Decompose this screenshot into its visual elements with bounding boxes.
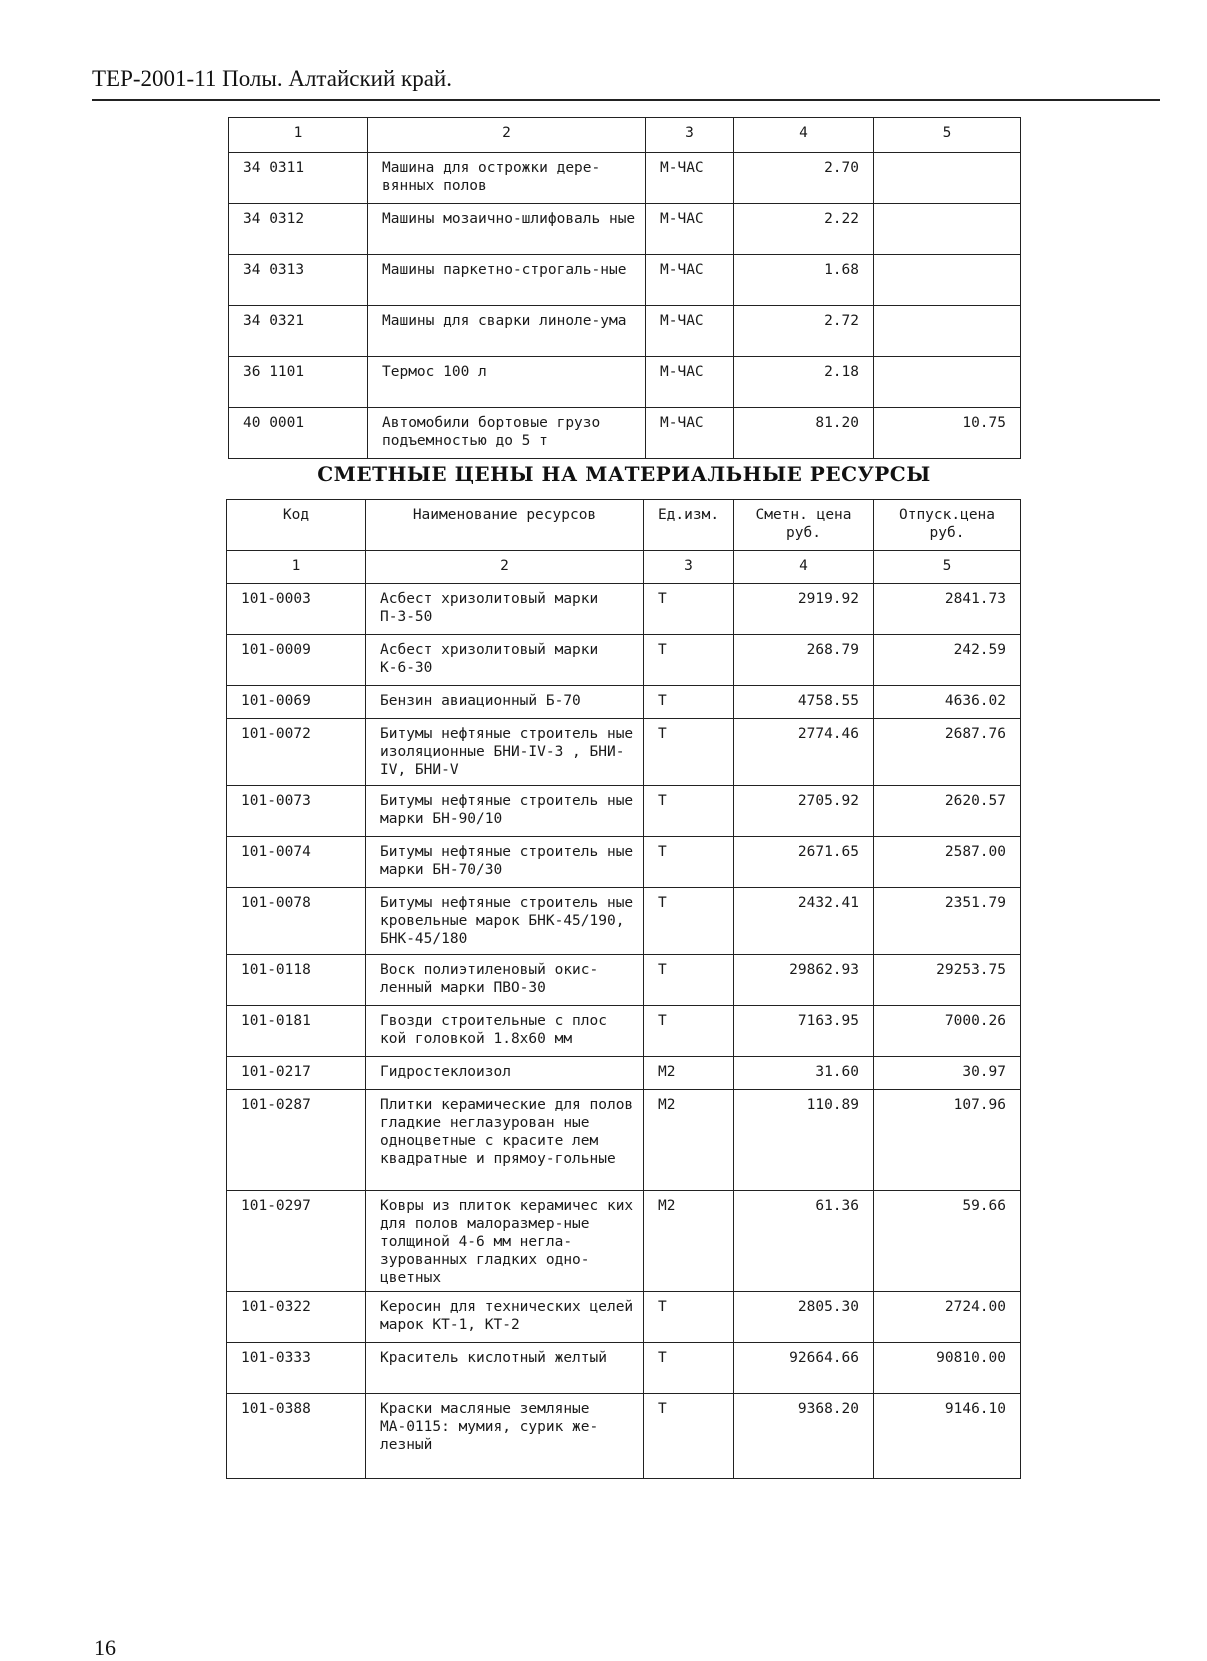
machine-price: 2.70 [734,153,874,204]
material-unit: Т [644,888,734,955]
column-number: 2 [368,118,646,153]
table-row [227,1057,1021,1090]
material-release-price: 2351.79 [874,888,1021,955]
machine-name: Автомобили бортовые грузо подъемностью до 5 т [368,408,646,459]
material-code: 101-0388 [227,1394,366,1479]
material-code: 101-0003 [227,584,366,635]
material-release-price: 2587.00 [874,837,1021,888]
machine-wage [874,204,1021,255]
table-row [227,635,1021,686]
machine-code: 34 0311 [229,153,368,204]
material-estimate-price: 2671.65 [734,837,874,888]
machine-code: 34 0321 [229,306,368,357]
material-name: Керосин для технических целей марок КТ-1, КТ-2 [366,1292,644,1343]
material-release-price: 2687.76 [874,719,1021,786]
material-unit: М2 [644,1057,734,1090]
material-code: 101-0181 [227,1006,366,1057]
material-release-price: 7000.26 [874,1006,1021,1057]
material-estimate-price: 2919.92 [734,584,874,635]
material-release-price: 107.96 [874,1090,1021,1191]
header-row [227,500,1021,551]
material-unit: М2 [644,1191,734,1292]
machine-unit: М-ЧАС [646,408,734,459]
column-number: 4 [734,551,874,584]
machines-table [228,117,1021,459]
materials-section-title: СМЕТНЫЕ ЦЕНЫ НА МАТЕРИАЛЬНЫЕ РЕСУРСЫ [317,462,931,486]
column-number: 1 [227,551,366,584]
material-name: Битумы нефтяные строитель ные изоляционные БНИ-IV-3 , БНИ-IV, БНИ-V [366,719,644,786]
machine-price: 2.72 [734,306,874,357]
machine-unit: М-ЧАС [646,153,734,204]
machine-name: Машины для сварки линоле-ума [368,306,646,357]
material-release-price: 90810.00 [874,1343,1021,1394]
column-number-row [229,118,1021,153]
material-estimate-price: 9368.20 [734,1394,874,1479]
material-name: Краски масляные земляные МА-0115: мумия, сурик же-лезный [366,1394,644,1479]
machine-wage [874,357,1021,408]
material-unit: М2 [644,1090,734,1191]
material-code: 101-0074 [227,837,366,888]
column-number-row [227,551,1021,584]
material-code: 101-0217 [227,1057,366,1090]
table-row [227,686,1021,719]
material-name: Краситель кислотный желтый [366,1343,644,1394]
material-code: 101-0118 [227,955,366,1006]
machine-code: 34 0312 [229,204,368,255]
material-release-price: 9146.10 [874,1394,1021,1479]
material-code: 101-0009 [227,635,366,686]
table-row [227,1343,1021,1394]
material-name: Гидростеклоизол [366,1057,644,1090]
column-header: Отпуск.цена руб. [874,500,1021,551]
material-name: Асбест хризолитовый марки П-3-50 [366,584,644,635]
material-estimate-price: 92664.66 [734,1343,874,1394]
material-estimate-price: 29862.93 [734,955,874,1006]
material-estimate-price: 2774.46 [734,719,874,786]
machines-table-body [229,118,1021,459]
material-name: Плитки керамические для полов гладкие неглазурован ные одноцветные с красите лем квадратные и прямоу-гольные [366,1090,644,1191]
table-row [229,306,1021,357]
table-row [227,1006,1021,1057]
material-code: 101-0297 [227,1191,366,1292]
machine-unit: М-ЧАС [646,255,734,306]
material-release-price: 2841.73 [874,584,1021,635]
material-code: 101-0069 [227,686,366,719]
machine-unit: М-ЧАС [646,204,734,255]
column-number: 3 [644,551,734,584]
material-estimate-price: 31.60 [734,1057,874,1090]
material-unit: Т [644,955,734,1006]
machine-wage: 10.75 [874,408,1021,459]
column-header: Ед.изм. [644,500,734,551]
material-name: Битумы нефтяные строитель ные марки БН-70/30 [366,837,644,888]
material-release-price: 4636.02 [874,686,1021,719]
column-header: Сметн. цена руб. [734,500,874,551]
table-row [229,255,1021,306]
material-unit: Т [644,635,734,686]
machine-price: 1.68 [734,255,874,306]
material-unit: Т [644,1292,734,1343]
machine-code: 40 0001 [229,408,368,459]
table-row [227,1090,1021,1191]
machine-wage [874,306,1021,357]
material-unit: Т [644,584,734,635]
table-row [227,1394,1021,1479]
machine-name: Машины паркетно-строгаль-ные [368,255,646,306]
material-estimate-price: 110.89 [734,1090,874,1191]
column-header: Код [227,500,366,551]
material-estimate-price: 7163.95 [734,1006,874,1057]
machine-price: 2.22 [734,204,874,255]
material-release-price: 2724.00 [874,1292,1021,1343]
material-estimate-price: 268.79 [734,635,874,686]
table-row [227,1292,1021,1343]
material-unit: Т [644,786,734,837]
machine-wage [874,153,1021,204]
machine-name: Машины мозаично-шлифоваль ные [368,204,646,255]
material-estimate-price: 2432.41 [734,888,874,955]
material-code: 101-0322 [227,1292,366,1343]
material-code: 101-0333 [227,1343,366,1394]
table-row [229,408,1021,459]
machine-price: 2.18 [734,357,874,408]
page-header-title: ТЕР-2001-11 Полы. Алтайский край. [92,66,452,91]
material-unit: Т [644,686,734,719]
material-unit: Т [644,1343,734,1394]
material-estimate-price: 4758.55 [734,686,874,719]
material-estimate-price: 2805.30 [734,1292,874,1343]
column-number: 4 [734,118,874,153]
column-number: 5 [874,118,1021,153]
machine-name: Машина для острожки дере-вянных полов [368,153,646,204]
page-number: 16 [94,1635,116,1660]
column-header: Наименование ресурсов [366,500,644,551]
machine-unit: М-ЧАС [646,306,734,357]
material-unit: Т [644,1394,734,1479]
machine-price: 81.20 [734,408,874,459]
material-release-price: 2620.57 [874,786,1021,837]
column-number: 1 [229,118,368,153]
table-row [227,1191,1021,1292]
material-estimate-price: 61.36 [734,1191,874,1292]
material-release-price: 30.97 [874,1057,1021,1090]
table-row [227,955,1021,1006]
table-row [227,837,1021,888]
material-code: 101-0078 [227,888,366,955]
table-row [227,888,1021,955]
material-estimate-price: 2705.92 [734,786,874,837]
table-row [229,204,1021,255]
machine-code: 36 1101 [229,357,368,408]
material-release-price: 242.59 [874,635,1021,686]
material-name: Воск полиэтиленовый окис-ленный марки ПВО-30 [366,955,644,1006]
material-code: 101-0287 [227,1090,366,1191]
table-row [229,357,1021,408]
material-name: Гвозди строительные с плос кой головкой 1.8х60 мм [366,1006,644,1057]
table-row [227,786,1021,837]
machine-name: Термос 100 л [368,357,646,408]
table-row [229,153,1021,204]
column-number: 2 [366,551,644,584]
material-unit: Т [644,1006,734,1057]
material-name: Битумы нефтяные строитель ные кровельные марок БНК-45/190, БНК-45/180 [366,888,644,955]
material-unit: Т [644,837,734,888]
table-row [227,719,1021,786]
header-rule [92,99,1160,101]
material-code: 101-0072 [227,719,366,786]
machine-code: 34 0313 [229,255,368,306]
material-release-price: 29253.75 [874,955,1021,1006]
material-unit: Т [644,719,734,786]
material-name: Бензин авиационный Б-70 [366,686,644,719]
material-code: 101-0073 [227,786,366,837]
material-name: Ковры из плиток керамичес ких для полов малоразмер-ные толщиной 4-6 мм негла-зурованных гладких одно-цветных [366,1191,644,1292]
materials-table [226,499,1021,1479]
machine-wage [874,255,1021,306]
column-number: 5 [874,551,1021,584]
material-name: Асбест хризолитовый марки К-6-30 [366,635,644,686]
table-row [227,584,1021,635]
material-release-price: 59.66 [874,1191,1021,1292]
materials-table-body [227,500,1021,1479]
machine-unit: М-ЧАС [646,357,734,408]
column-number: 3 [646,118,734,153]
material-name: Битумы нефтяные строитель ные марки БН-90/10 [366,786,644,837]
